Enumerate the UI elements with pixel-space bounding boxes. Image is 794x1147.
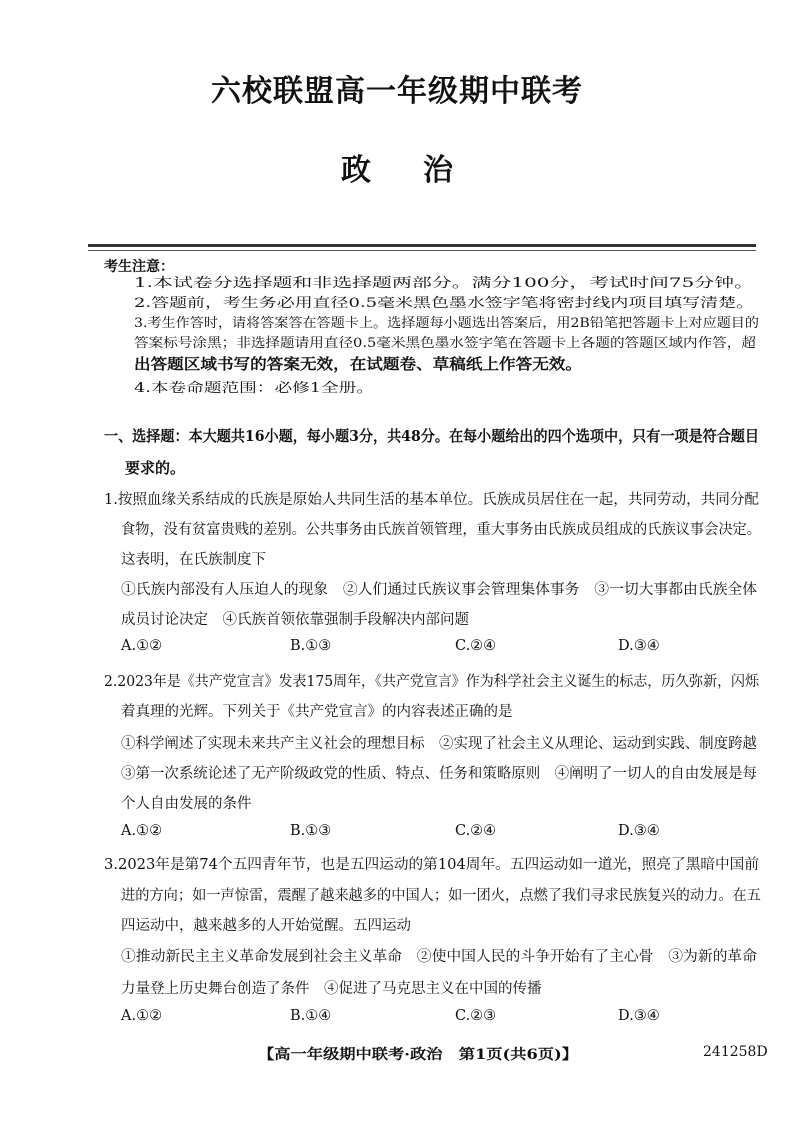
option-b: B.①③	[290, 823, 332, 839]
notice-item: 2.答题前，考生务必用直径0.5毫米黑色墨水签字笔将密封线内项目填写清楚。	[134, 296, 754, 311]
section-heading-cont: 要求的。	[125, 459, 186, 477]
notice-heading: 考生注意：	[104, 259, 174, 275]
question-statements: ③第一次系统论述了无产阶级政党的性质、特点、任务和策略原则 ④阐明了一切人的自由发展是每	[121, 766, 757, 782]
question-text: 四运动中，越来越多的人开始觉醒。五四运动	[121, 918, 411, 934]
option-c: C.②④	[455, 638, 497, 654]
exam-code: 241258D	[703, 1044, 768, 1060]
option-a: A.①②	[121, 823, 163, 839]
option-c: C.②③	[455, 1008, 497, 1024]
subject-title: 政治	[341, 153, 505, 188]
notice-item: 1.本试卷分选择题和非选择题两部分。满分100分，考试时间75分钟。	[134, 276, 754, 291]
notice-item: 3.考生作答时，请将答案答在答题卡上。选择题每小题选出答案后，用2B铅笔把答题卡上对应题目的	[134, 316, 759, 331]
option-d: D.③④	[618, 1008, 660, 1024]
divider-thick	[88, 244, 756, 247]
notice-item: 答案标号涂黑；非选择题请用直径0.5毫米黑色墨水签字笔在答题卡上各题的答题区域内作答，超	[134, 336, 756, 351]
option-d: D.③④	[618, 638, 660, 654]
question-text: 进的方向；如一声惊雷，震醒了越来越多的中国人；如一团火，点燃了我们寻求民族复兴的动力。在五	[121, 888, 761, 904]
option-a: A.①②	[121, 1008, 163, 1024]
question-text: 3.2023年是第74个五四青年节，也是五四运动的第104周年。五四运动如一道光，照亮了黑暗中国前	[104, 857, 759, 873]
question-statements: ①推动新民主主义革命发展到社会主义革命 ②使中国人民的斗争开始有了主心骨 ③为新的革命	[121, 949, 757, 965]
question-statements: ①科学阐述了实现未来共产主义社会的理想目标 ②实现了社会主义从理论、运动到实践、制度跨越	[121, 736, 757, 752]
divider-thin	[88, 250, 756, 251]
question-statements: 成员讨论决定 ④氏族首领依靠强制手段解决内部问题	[121, 612, 469, 628]
notice-item-warning: 出答题区域书写的答案无效，在试题卷、草稿纸上作答无效。	[134, 355, 582, 373]
option-a: A.①②	[121, 638, 163, 654]
question-statements: 力量登上历史舞台创造了条件 ④促进了马克思主义在中国的传播	[121, 981, 542, 997]
page-footer: 【高一年级期中联考·政治 第1页(共6页)】	[258, 1047, 578, 1063]
question-statements: ①氏族内部没有人压迫人的现象 ②人们通过氏族议事会管理集体事务 ③一切大事都由氏族全体	[121, 582, 757, 598]
question-text: 这表明，在氏族制度下	[121, 552, 266, 568]
question-statements: 个人自由发展的条件	[121, 796, 252, 812]
question-text: 1.按照血缘关系结成的氏族是原始人共同生活的基本单位。氏族成员居住在一起，共同劳动，共同分配	[104, 492, 759, 508]
question-text: 着真理的光辉。下列关于《共产党宣言》的内容表述正确的是	[121, 704, 513, 720]
question-text: 食物，没有贫富贵贱的差别。公共事务由氏族首领管理，重大事务由氏族成员组成的氏族议事会决定。	[121, 522, 761, 538]
notice-item: 4.本卷命题范围：必修1全册。	[134, 381, 374, 396]
option-b: B.①④	[290, 1008, 332, 1024]
section-heading: 一、选择题：本大题共16小题，每小题3分，共48分。在每小题给出的四个选项中，只有一项是符合题目	[104, 427, 759, 445]
option-b: B.①③	[290, 638, 332, 654]
option-c: C.②④	[455, 823, 497, 839]
option-d: D.③④	[618, 823, 660, 839]
question-text: 2.2023年是《共产党宣言》发表175周年，《共产党宣言》作为科学社会主义诞生的标志，历久弥新，闪烁	[104, 674, 759, 690]
exam-title: 六校联盟高一年级期中联考	[211, 74, 583, 109]
